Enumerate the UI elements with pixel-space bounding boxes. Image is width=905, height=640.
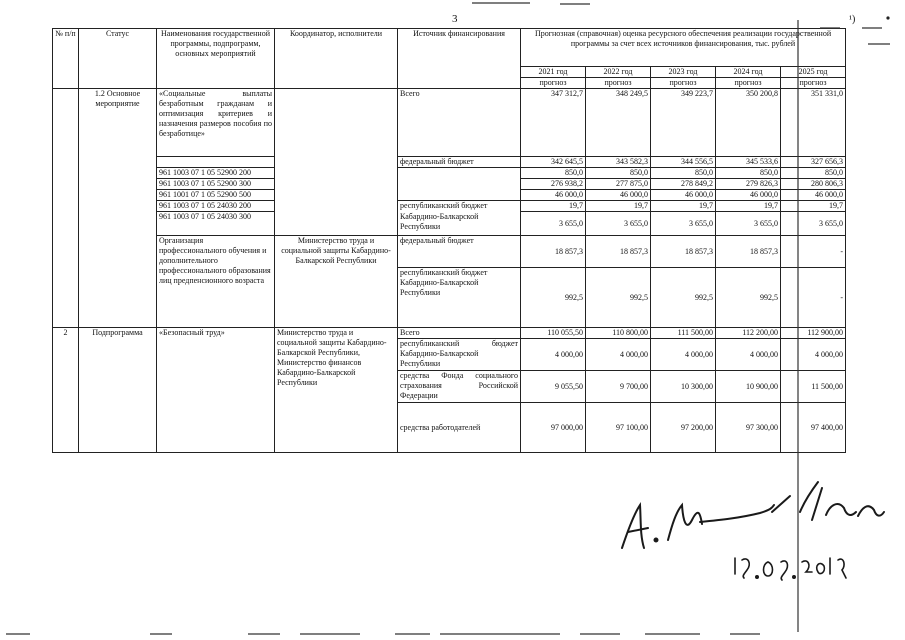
value-cell: 10 300,00 [651, 371, 716, 403]
value-cell: 342 645,5 [521, 157, 586, 168]
value-cell: 850,0 [651, 168, 716, 179]
value-cell: 46 000,0 [781, 190, 846, 201]
row-num-cell [53, 89, 79, 328]
value-cell: 46 000,0 [586, 190, 651, 201]
value-cell: 344 556,5 [651, 157, 716, 168]
value-cell: - [781, 236, 846, 268]
value-cell: 279 826,3 [716, 179, 781, 190]
value-cell: 4 000,00 [586, 339, 651, 371]
scan-dot [886, 16, 889, 19]
corner-mark: ¹) [849, 14, 856, 25]
row-num-cell: 2 [53, 328, 79, 453]
value-cell: 3 655,0 [716, 212, 781, 236]
value-cell: 4 000,00 [716, 339, 781, 371]
budget-code-cell [157, 157, 275, 168]
value-cell: 327 656,3 [781, 157, 846, 168]
coordinator-cell [275, 89, 398, 236]
table-row [53, 190, 846, 201]
value-cell: 97 000,00 [521, 403, 586, 453]
value-cell: 112 200,00 [716, 328, 781, 339]
source-cell: Всего [398, 89, 521, 157]
value-cell: 276 938,2 [521, 179, 586, 190]
header-forecast: прогноз [781, 78, 846, 89]
value-cell: 97 200,00 [651, 403, 716, 453]
source-cell: республиканский бюджет Кабардино-Балкарской Республики [398, 339, 521, 371]
budget-table [52, 28, 846, 453]
activity-name-cell: Организация профессионального обучения и дополнительного профессионального образования лиц предпенсионного возраста [157, 236, 275, 328]
source-cell: Всего [398, 328, 521, 339]
value-cell: 10 900,00 [716, 371, 781, 403]
value-cell: 97 300,00 [716, 403, 781, 453]
table-row [53, 236, 846, 268]
value-cell: 9 055,50 [521, 371, 586, 403]
value-cell: 350 200,8 [716, 89, 781, 157]
status-cell: 1.2 Основное мероприятие [79, 89, 157, 328]
source-cell: Кабардино-Балкарской Республики [398, 212, 521, 236]
value-cell: 992,5 [586, 268, 651, 328]
source-cell: федеральный бюджет [398, 236, 521, 268]
value-cell: 992,5 [716, 268, 781, 328]
header-year: 2021 год [521, 67, 586, 78]
header-forecast: прогноз [716, 78, 781, 89]
header-row [53, 29, 846, 67]
budget-code-cell: 961 1003 07 1 05 52900 300 [157, 179, 275, 190]
table-row [53, 179, 846, 190]
value-cell: 3 655,0 [781, 212, 846, 236]
value-cell: 11 500,00 [781, 371, 846, 403]
page-number: 3 [452, 13, 458, 25]
value-cell: 97 100,00 [586, 403, 651, 453]
value-cell: 349 223,7 [651, 89, 716, 157]
source-cell: федеральный бюджет [398, 157, 521, 168]
value-cell: 992,5 [521, 268, 586, 328]
header-source: Источник финансирования [398, 29, 521, 89]
value-cell: 19,7 [781, 201, 846, 212]
header-estimate: Прогнозная (справочная) оценка ресурсного обеспечения реализации государственной программы за счет всех источников финансирования, тыс. рублей [521, 29, 846, 67]
value-cell: 850,0 [521, 168, 586, 179]
value-cell: 280 806,3 [781, 179, 846, 190]
value-cell: 347 312,7 [521, 89, 586, 157]
value-cell: 46 000,0 [716, 190, 781, 201]
value-cell: 110 055,50 [521, 328, 586, 339]
value-cell: 278 849,2 [651, 179, 716, 190]
table-row [53, 157, 846, 168]
value-cell: 4 000,00 [521, 339, 586, 371]
header-year: 2024 год [716, 67, 781, 78]
value-cell: 850,0 [716, 168, 781, 179]
table-row [53, 328, 846, 339]
activity-name-cell: «Безопасный труд» [157, 328, 275, 453]
value-cell: 992,5 [651, 268, 716, 328]
header-name: Наименования государственной программы, подпрограмм, основных мероприятий [157, 29, 275, 89]
value-cell: 111 500,00 [651, 328, 716, 339]
value-cell: 4 000,00 [651, 339, 716, 371]
value-cell: 3 655,0 [651, 212, 716, 236]
header-forecast: прогноз [586, 78, 651, 89]
source-cell [398, 190, 521, 201]
value-cell: 3 655,0 [586, 212, 651, 236]
header-coordinator: Координатор, исполнители [275, 29, 398, 89]
value-cell: 46 000,0 [521, 190, 586, 201]
value-cell: 18 857,3 [586, 236, 651, 268]
value-cell: 345 533,6 [716, 157, 781, 168]
table-row [53, 201, 846, 212]
table-row [53, 212, 846, 236]
value-cell: 19,7 [586, 201, 651, 212]
budget-code-cell: 961 1003 07 1 05 24030 200 [157, 201, 275, 212]
header-year: 2023 год [651, 67, 716, 78]
value-cell: 46 000,0 [651, 190, 716, 201]
signature-date [735, 558, 846, 580]
value-cell: 97 400,00 [781, 403, 846, 453]
value-cell: 18 857,3 [521, 236, 586, 268]
source-cell: республиканский бюджет [398, 201, 521, 212]
budget-code-cell: 961 1003 07 1 05 24030 300 [157, 212, 275, 236]
value-cell: 112 900,00 [781, 328, 846, 339]
value-cell: 19,7 [521, 201, 586, 212]
value-cell: 850,0 [586, 168, 651, 179]
header-forecast: прогноз [521, 78, 586, 89]
value-cell: 3 655,0 [521, 212, 586, 236]
value-cell: 9 700,00 [586, 371, 651, 403]
source-cell [398, 168, 521, 179]
table-row [53, 89, 846, 157]
source-cell: средства работодателей [398, 403, 521, 453]
source-cell: республиканский бюджет Кабардино-Балкарской Республики [398, 268, 521, 328]
source-cell [398, 179, 521, 190]
value-cell: 18 857,3 [716, 236, 781, 268]
header-forecast: прогноз [651, 78, 716, 89]
value-cell: 351 331,0 [781, 89, 846, 157]
value-cell: 19,7 [716, 201, 781, 212]
header-year: 2025 год [781, 67, 846, 78]
activity-name-cell: «Социальные выплаты безработным гражданам и оптимизация критериев и назначения размеров пособия по безработице» [157, 89, 275, 157]
coordinator-cell: Министерство труда и социальной защиты Кабардино-Балкарской Республики [275, 236, 398, 328]
value-cell: 110 800,00 [586, 328, 651, 339]
header-num: № п/п [53, 29, 79, 89]
budget-code-cell: 961 1001 07 1 05 52900 500 [157, 190, 275, 201]
value-cell: 19,7 [651, 201, 716, 212]
table-row [53, 168, 846, 179]
value-cell: 277 875,0 [586, 179, 651, 190]
value-cell: 18 857,3 [651, 236, 716, 268]
header-year: 2022 год [586, 67, 651, 78]
budget-code-cell: 961 1003 07 1 05 52900 200 [157, 168, 275, 179]
value-cell: - [781, 268, 846, 328]
value-cell: 343 582,3 [586, 157, 651, 168]
source-cell: средства Фонда социального страхования Российской Федерации [398, 371, 521, 403]
status-cell: Подпрограмма [79, 328, 157, 453]
signature [622, 482, 884, 548]
value-cell: 4 000,00 [781, 339, 846, 371]
coordinator-cell: Министерство труда и социальной защиты Кабардино-Балкарской Республики, Министерство финансов Кабардино-Балкарской Республики [275, 328, 398, 453]
value-cell: 348 249,5 [586, 89, 651, 157]
header-status: Статус [79, 29, 157, 89]
value-cell: 850,0 [781, 168, 846, 179]
